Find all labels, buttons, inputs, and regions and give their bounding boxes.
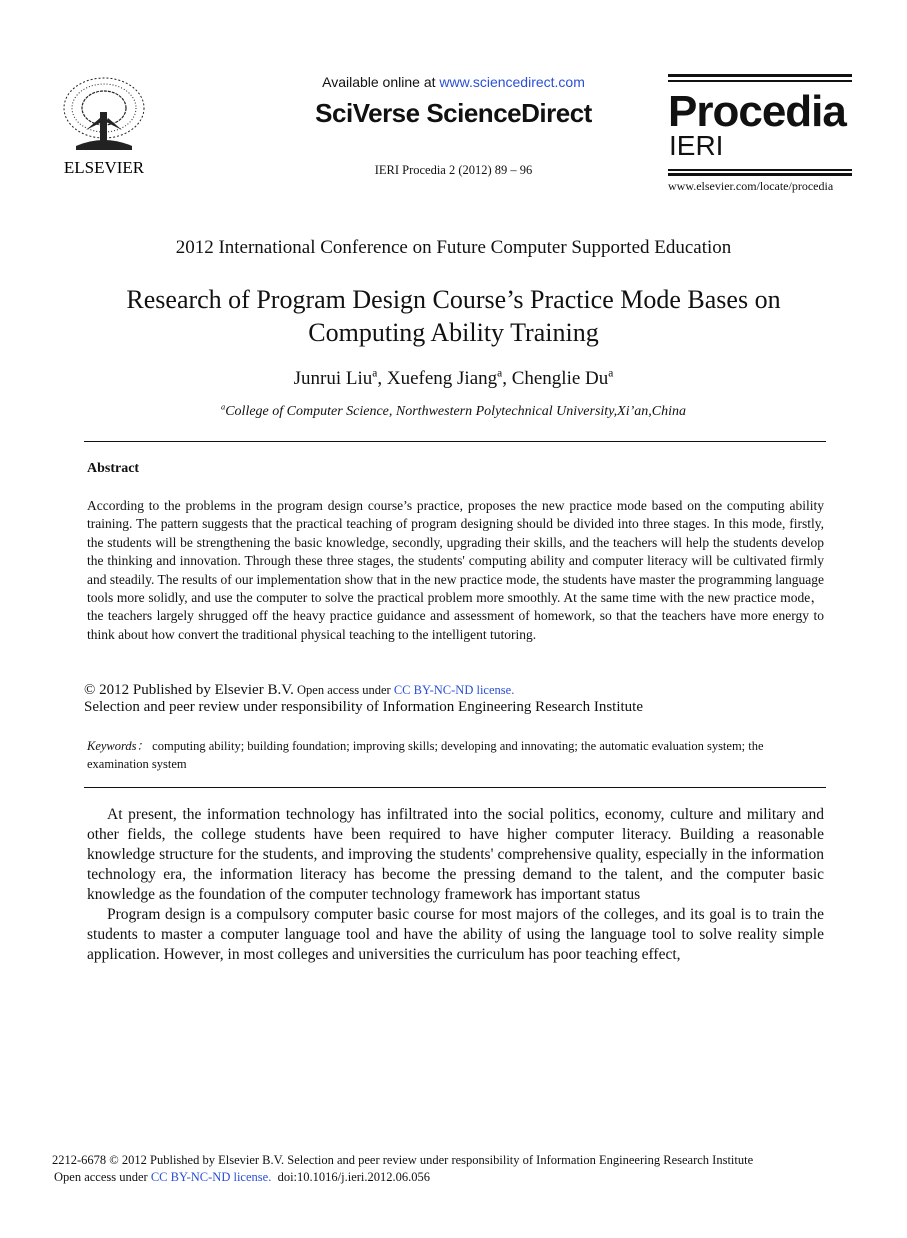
footer-issn-line: 2212-6678 © 2012 Published by Elsevier B.V. Selection and peer review under responsibility of Information Engineering Research Institute xyxy=(52,1153,754,1167)
sciencedirect-link[interactable]: www.sciencedirect.com xyxy=(439,74,585,90)
footer-doi[interactable]: doi:10.1016/j.ieri.2012.06.056 xyxy=(271,1170,431,1184)
body-text xyxy=(87,805,824,965)
abstract-text: According to the problems in the program design course’s practice, proposes the new practice mode based on the computing ability training. The pattern suggests that the practical teaching of program designing should be divided into three stages. In this mode, firstly, the students will be strengthening the basic knowledge, secondly, upgrading their skills, and the teachers will help the students develop the thinking and innovation. Through these three stages, the students' computing ability and computer literacy will be cultivated firmly and steadily. The results of our implementation show that in the new practice mode, the students have master the programming language tools more solidly, and use the computer to solve the practical problem more smoothly. At the same time with the new practice mode，the teachers largely shrugged off the heavy practice guidance and assessment of homework, so that the teachers have more energy to think about how convert the traditional physical teaching to the intelligent tutoring. xyxy=(87,498,824,642)
author-sup: a xyxy=(497,367,503,380)
footer-license-link[interactable]: CC BY-NC-ND license. xyxy=(150,1170,272,1184)
procedia-word: Procedia xyxy=(668,87,846,136)
available-prefix: Available online at xyxy=(322,74,440,90)
footer-license-line xyxy=(54,1170,430,1185)
paper-title-line-1: Research of Program Design Course’s Practice Mode Bases on xyxy=(126,285,781,314)
author-name: Junrui Liu xyxy=(293,368,373,389)
copyright-main: © 2012 Published by Elsevier B.V. xyxy=(84,682,294,698)
peer-review-statement: Selection and peer review under responsibility of Information Engineering Research Institute xyxy=(84,699,643,715)
authors xyxy=(0,368,907,390)
author-sup: a xyxy=(372,367,378,380)
keywords-text: computing ability; building foundation; improving skills; developing and innovating; the automatic evaluation system; the examination system xyxy=(87,739,764,771)
keywords-label: Keywords： xyxy=(87,739,150,753)
affiliation-text: College of Computer Science, Northwestern Polytechnical University,Xi’an,China xyxy=(225,404,686,419)
copyright-line xyxy=(84,682,514,699)
keywords xyxy=(87,738,827,773)
author-name: Xuefeng Jiang xyxy=(386,368,498,389)
affiliation xyxy=(0,404,907,420)
divider-bottom xyxy=(84,787,826,788)
paper-title xyxy=(60,283,847,349)
procedia-url[interactable]: www.elsevier.com/locate/procedia xyxy=(668,179,834,193)
affiliation-sup: a xyxy=(221,402,226,412)
paper-title-line-2: Computing Ability Training xyxy=(308,318,599,347)
procedia-rule-top-thin xyxy=(668,80,852,82)
author-sup: a xyxy=(608,367,614,380)
procedia-logo xyxy=(668,74,854,194)
author-name: Chenglie Du xyxy=(511,368,609,389)
license-link[interactable]: CC BY-NC-ND license. xyxy=(393,683,515,697)
elsevier-logo-text: ELSEVIER xyxy=(63,158,145,176)
procedia-rule-bottom-thin xyxy=(668,169,852,171)
platform-name: SciVerse ScienceDirect xyxy=(315,98,592,128)
body-paragraph: Program design is a compulsory computer basic course for most majors of the colleges, and its goal is to train the students to master a computer language tool and have the ability of using the language tool to solve reality simple application. However, in most colleges and universities the curriculum has poor teaching effect, xyxy=(87,906,824,963)
conference-name: 2012 International Conference on Future Computer Supported Education xyxy=(175,237,732,258)
body-paragraph: At present, the information technology has infiltrated into the social politics, economy, culture and military and other fields, the college students have been required to have higher computer literacy. Building a reasonable knowledge structure for the students, and improving the students' comprehensive quality, especially in the information technology era, the information literacy has become the pressing demand to the talent, and the computer basic knowledge as the foundation of the computer technology framework has important status xyxy=(87,806,824,903)
procedia-rule-top xyxy=(668,74,852,77)
copyright-open-access: Open access under xyxy=(293,683,394,697)
divider-top xyxy=(84,441,826,442)
journal-reference: IERI Procedia 2 (2012) 89 – 96 xyxy=(374,163,533,177)
procedia-rule-bottom xyxy=(668,173,852,176)
author-sep: , xyxy=(502,368,512,389)
procedia-sub: IERI xyxy=(669,130,724,161)
author-sep: , xyxy=(377,368,387,389)
abstract-heading: Abstract xyxy=(87,461,140,476)
footer-open-access: Open access under xyxy=(54,1170,151,1184)
